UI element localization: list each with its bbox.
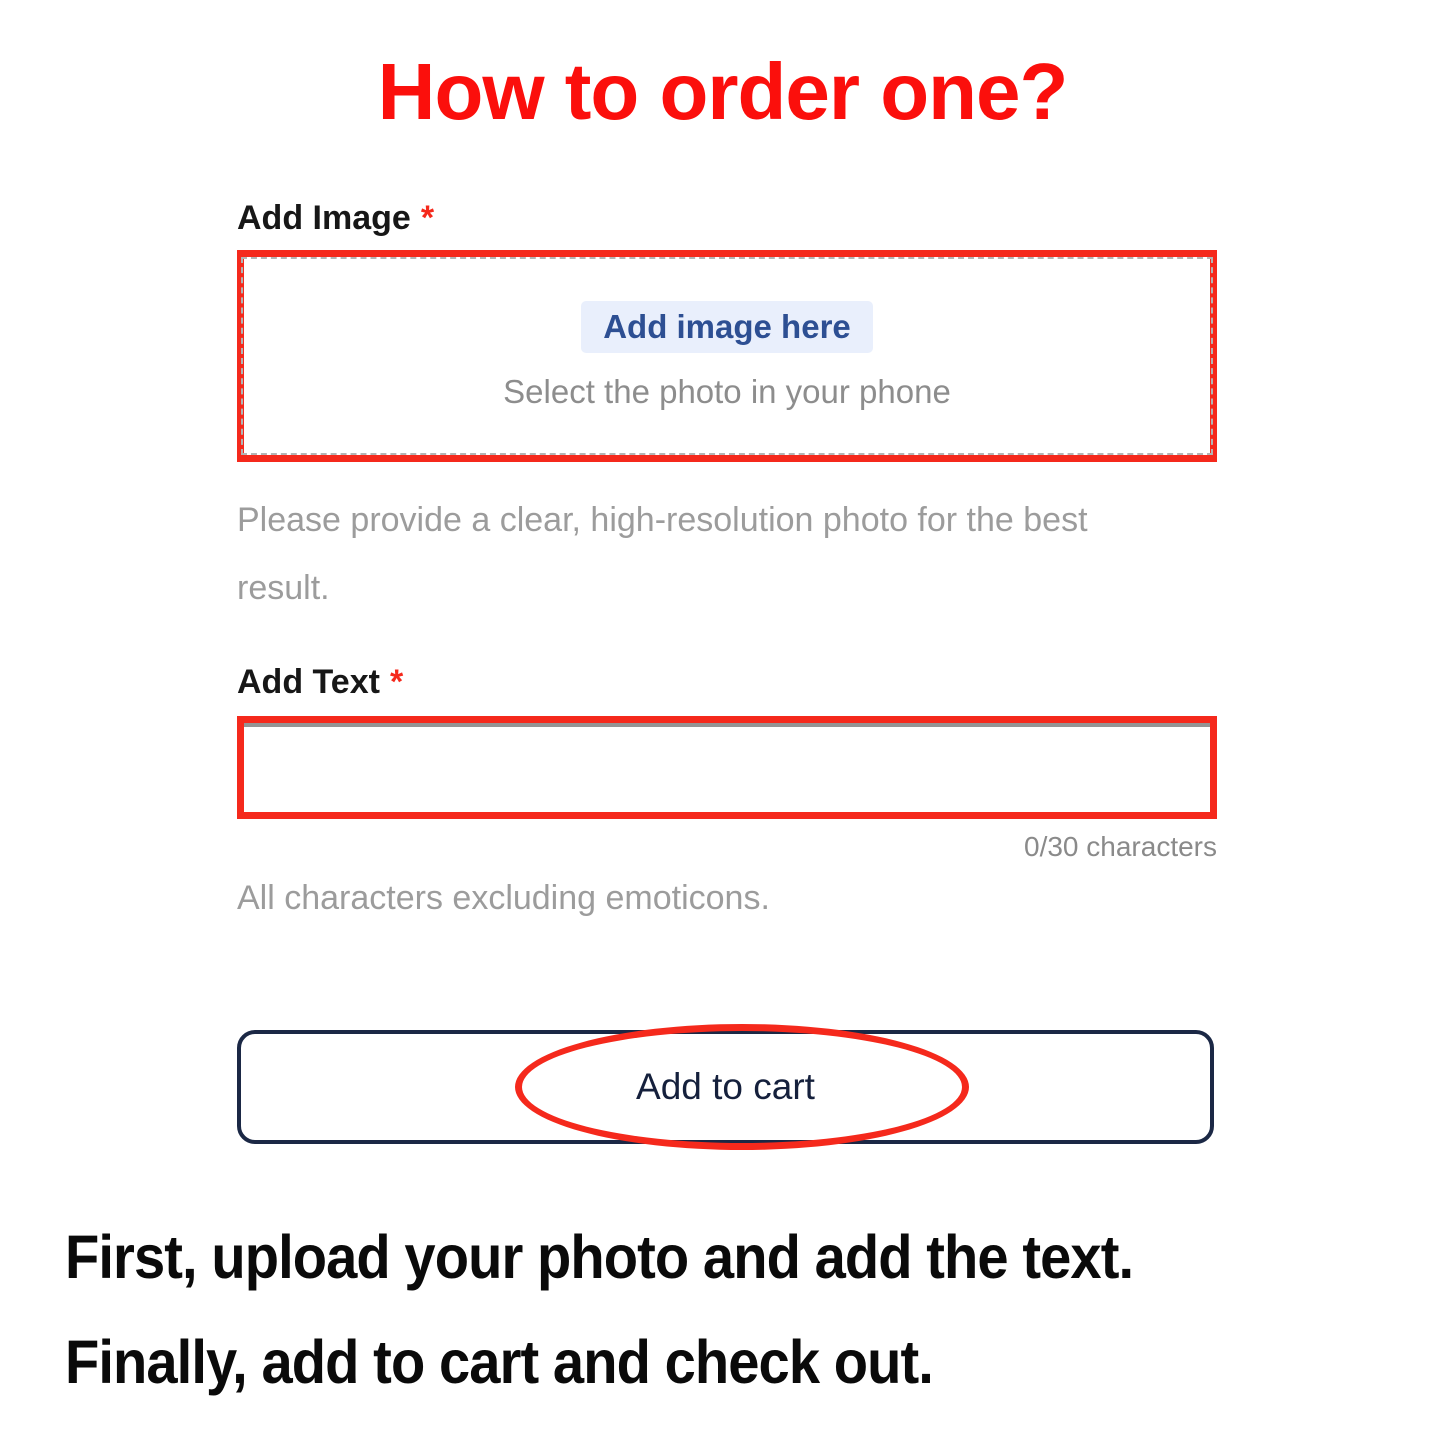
add-to-cart-button[interactable] <box>237 1030 1214 1144</box>
instruction-line-2: Finally, add to cart and check out. <box>65 1328 933 1396</box>
character-counter: 0/30 characters <box>1024 831 1217 862</box>
text-helper-text: All characters excluding emoticons. <box>237 879 770 917</box>
add-text-input-border <box>237 716 1217 819</box>
add-text-input[interactable] <box>244 723 1210 812</box>
image-upload-dropzone[interactable] <box>237 250 1217 462</box>
image-helper-text: Please provide a clear, high-resolution photo for the best result. <box>237 501 1088 607</box>
add-text-label-text: Add Text <box>237 663 380 701</box>
add-text-label <box>237 662 1217 702</box>
add-to-cart-label: Add to cart <box>636 1066 815 1107</box>
add-image-required-asterisk: * <box>420 199 435 237</box>
instructions <box>65 1205 1133 1415</box>
add-image-here-button[interactable]: Add image here <box>581 301 873 353</box>
add-image-label <box>237 198 1217 238</box>
add-text-required-asterisk: * <box>389 663 404 701</box>
instruction-line-1: First, upload your photo and add the text. <box>65 1223 1134 1291</box>
add-image-label-text: Add Image <box>237 199 411 237</box>
page-title: How to order one? <box>377 47 1068 136</box>
upload-hint-text: Select the photo in your phone <box>503 373 951 410</box>
order-form <box>237 198 1217 1144</box>
add-to-cart-container <box>237 1030 1217 1144</box>
upload-dashed-area <box>241 257 1213 455</box>
